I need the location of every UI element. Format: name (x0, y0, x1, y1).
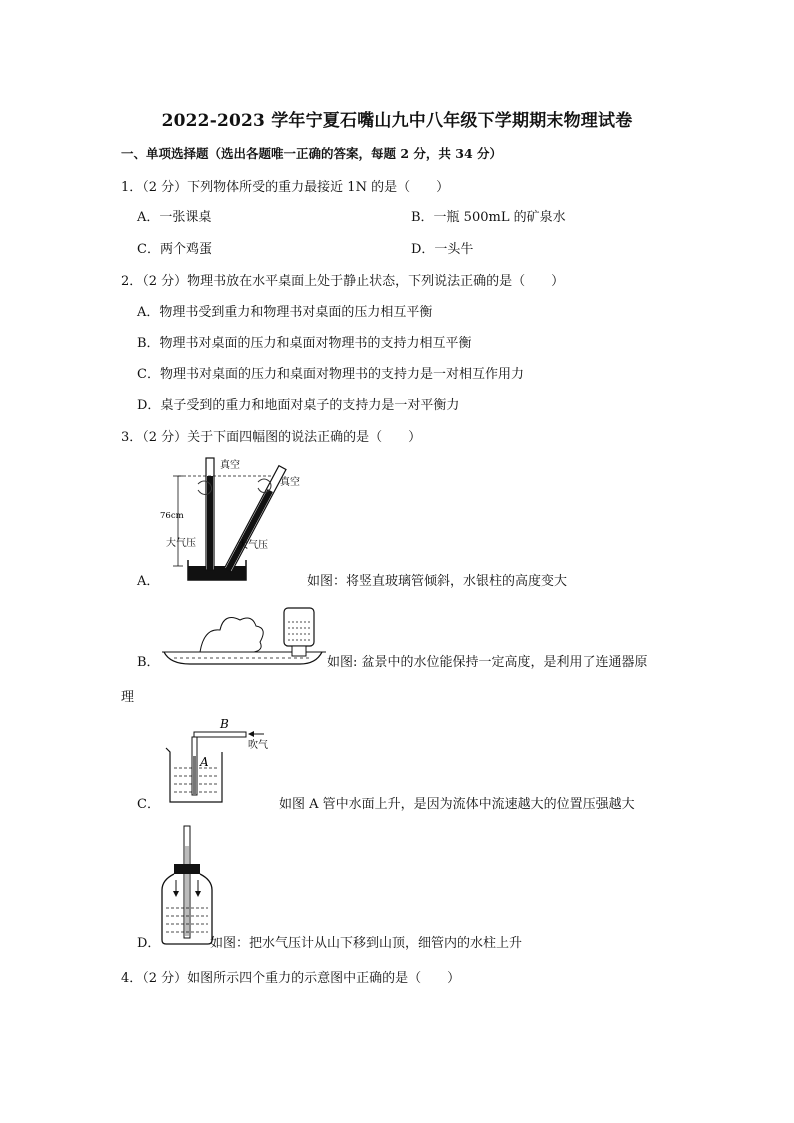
question-3-option-a-label: A． (137, 574, 160, 589)
question-3-option-c-caption: 如图 A 管中水面上升，是因为流体中流速越大的位置压强越大 (279, 797, 635, 812)
question-1-option-b: B．一瓶 500mL 的矿泉水 (411, 210, 566, 225)
torricelli-figure (158, 452, 308, 584)
fig-a-vacuum-1: 真空 (220, 460, 240, 471)
question-2-stem: 2．（2 分）物理书放在水平桌面上处于静止状态，下列说法正确的是（ ） (121, 274, 565, 289)
question-3-option-a-caption: 如图：将竖直玻璃管倾斜，水银柱的高度变大 (307, 574, 568, 589)
question-3-option-d-caption: 如图：把水气压计从山下移到山顶，细管内的水柱上升 (210, 936, 523, 951)
section-heading: 一、单项选择题（选出各题唯一正确的答案，每题 2 分，共 34 分） (121, 146, 503, 161)
question-1-option-a: A．一张课桌 (137, 210, 212, 225)
fig-c-blow-label: 吹气 (248, 740, 268, 751)
question-2-option-d: D．桌子受到的重力和地面对桌子的支持力是一对平衡力 (137, 398, 460, 413)
fig-c-tube-a-label: A (200, 755, 209, 769)
question-3-option-d-label: D． (137, 936, 161, 951)
blow-tube-figure (160, 714, 270, 806)
question-2-option-c: C．物理书对桌面的压力和桌面对物理书的支持力是一对相互作用力 (137, 367, 524, 382)
question-2-option-b: B．物理书对桌面的压力和桌面对物理书的支持力相互平衡 (137, 336, 472, 351)
question-3-option-b-caption: 如图: 盆景中的水位能保持一定高度，是利用了连通器原 (327, 655, 648, 670)
question-3-option-b-label: B． (137, 655, 160, 670)
fig-a-atm-2: 大气压 (238, 540, 268, 551)
question-4-stem: 4．（2 分）如图所示四个重力的示意图中正确的是（ ） (121, 971, 461, 986)
fig-a-atm-1: 大气压 (166, 538, 196, 549)
question-2-option-a: A．物理书受到重力和物理书对桌面的压力相互平衡 (137, 305, 433, 320)
question-1-option-c: C．两个鸡蛋 (137, 242, 212, 257)
water-barometer-figure (160, 824, 216, 946)
question-3-option-c-label: C． (137, 797, 160, 812)
question-1-option-d: D．一头牛 (411, 242, 474, 257)
fig-c-tube-b-label: B (220, 717, 229, 731)
bonsai-figure (160, 606, 328, 668)
question-3-stem: 3．（2 分）关于下面四幅图的说法正确的是（ ） (121, 430, 422, 445)
page-title: 2022-2023 学年宁夏石嘴山九中八年级下学期期末物理试卷 (161, 111, 633, 131)
fig-a-height-label: 76cm (160, 511, 184, 521)
question-1-stem: 1．（2 分）下列物体所受的重力最接近 1N 的是（ ） (121, 180, 450, 195)
fig-a-vacuum-2: 真空 (280, 477, 300, 488)
question-3-option-b-caption-cont: 理 (121, 690, 135, 705)
